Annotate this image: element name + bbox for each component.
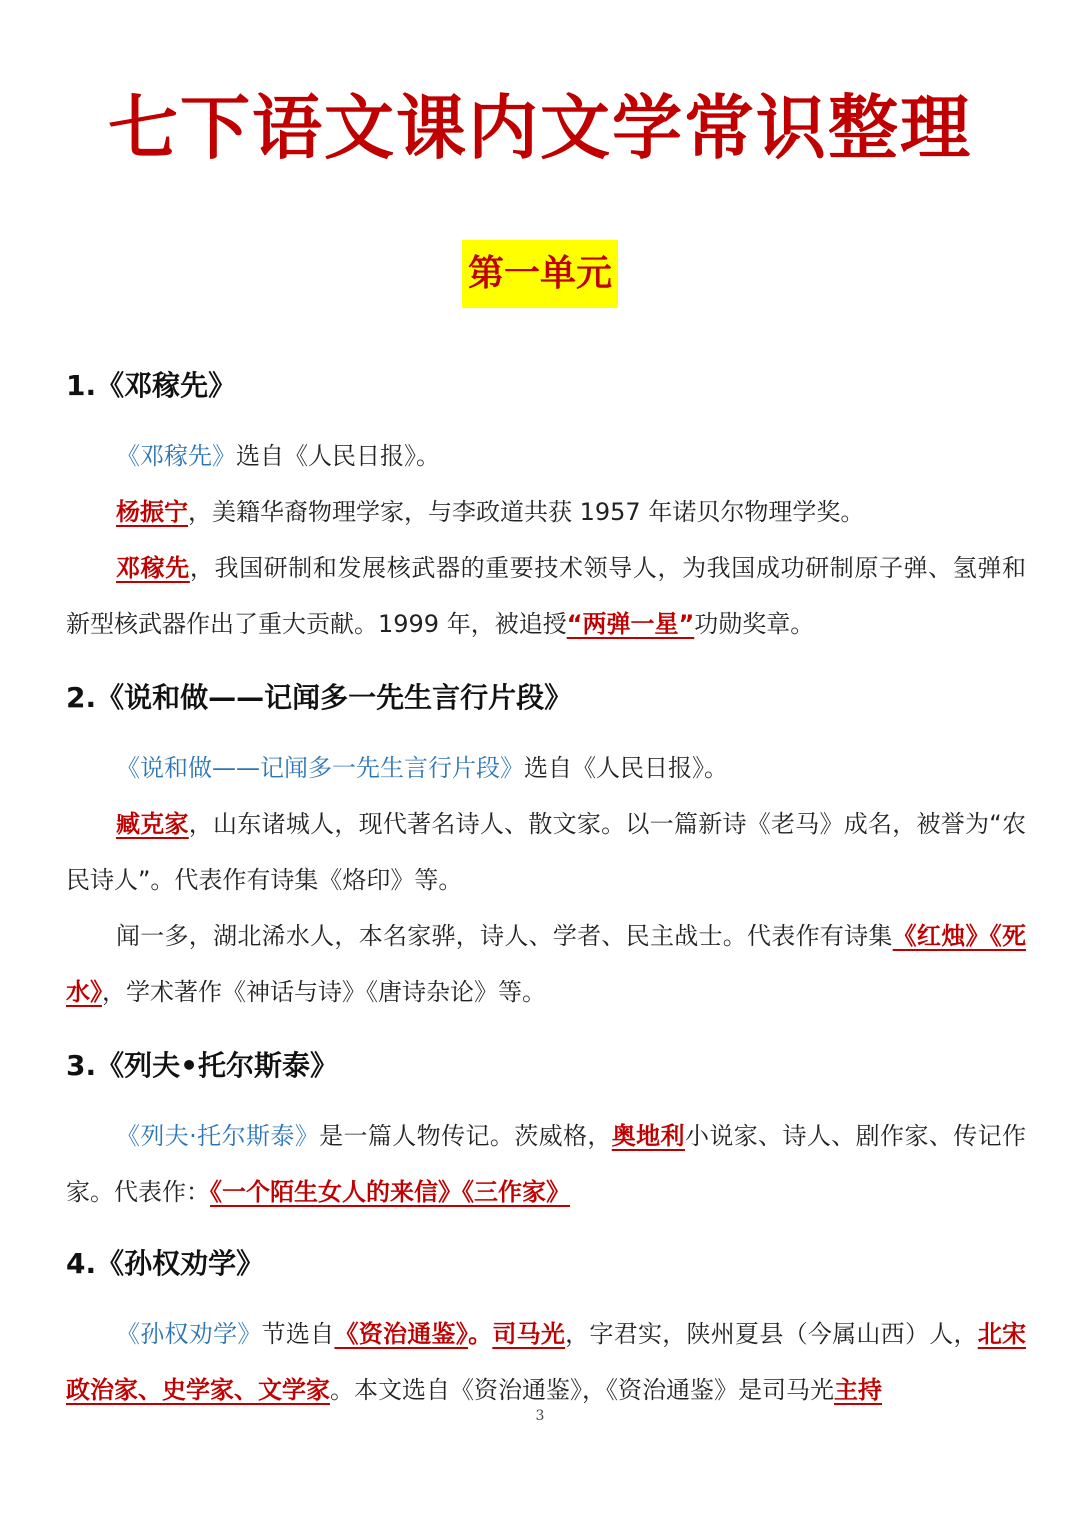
source-title: 《列夫·托尔斯泰》 [116, 1122, 320, 1150]
text: 选自《人民日报》。 [236, 442, 440, 470]
text: 。 [468, 1320, 493, 1348]
key-term: 《资治通鉴》 [334, 1320, 469, 1348]
paragraph [66, 428, 1026, 484]
text: ，山东诸城人，现代著名诗人、散文家。以一篇新诗《老马》成名，被誉为“农民诗人”。代表作有诗集《烙印》等。 [66, 810, 1026, 894]
text: 选自《人民日报》。 [524, 754, 728, 782]
source-title: 《说和做——记闻多一先生言行片段》 [116, 754, 524, 782]
source-title: 《孙权劝学》 [116, 1320, 262, 1348]
paragraph [66, 1108, 1026, 1220]
section-heading: 3.《列夫•托尔斯泰》 [66, 1049, 339, 1082]
key-term: 《一个陌生女人的来信》《三作家》 [210, 1178, 570, 1206]
text: 闻一多，湖北浠水人，本名家骅，诗人、学者、民主战士。代表作有诗集 [116, 922, 893, 950]
section-4 [66, 1244, 1026, 1418]
unit-heading: 第一单元 [462, 240, 618, 308]
section-3 [66, 1046, 1026, 1220]
paragraph [66, 484, 1026, 540]
text: 节选自 [261, 1320, 335, 1348]
key-term: 司马光 [492, 1320, 566, 1348]
text: 是一篇人物传记。茨威格， [319, 1122, 612, 1150]
page-number: 3 [535, 1408, 545, 1424]
text: ，美籍华裔物理学家，与李政道共获 1957 年诺贝尔物理学奖。 [188, 498, 865, 526]
key-term: 邓稼先 [116, 554, 190, 582]
key-term: 奥地利 [611, 1122, 685, 1150]
section-2 [66, 678, 1026, 1020]
unit-heading-wrap [0, 240, 1080, 308]
key-term: “两弹一星” [566, 610, 695, 638]
section-heading: 4.《孙权劝学》 [66, 1247, 265, 1280]
text: ，学术著作《神话与诗》《唐诗杂论》等。 [102, 978, 546, 1006]
paragraph [66, 908, 1026, 1020]
section-heading: 2.《说和做——记闻多一先生言行片段》 [66, 681, 573, 714]
source-title: 《邓稼先》 [116, 442, 236, 470]
page-title: 七下语文课内文学常识整理 [108, 87, 972, 169]
text: 小说家、诗人、剧作家、传记作家。代表作： [66, 1122, 1026, 1206]
section-1 [66, 366, 1026, 652]
key-term: 臧克家 [116, 810, 189, 838]
text: 功勋奖章。 [694, 610, 815, 638]
key-term: 杨振宁 [116, 498, 188, 526]
text: 。本文选自《资治通鉴》，《资治通鉴》是司马光 [330, 1376, 834, 1404]
key-term: 《红烛》《死水》 [66, 922, 1027, 1006]
paragraph [66, 796, 1026, 908]
key-term: 主持 [834, 1376, 882, 1404]
key-term: 北宋政治家、史学家、文学家 [66, 1320, 1027, 1404]
paragraph [66, 540, 1026, 652]
paragraph [66, 1306, 1026, 1418]
section-heading: 1.《邓稼先》 [66, 369, 237, 402]
paragraph [66, 740, 1026, 796]
text: ，我国研制和发展核武器的重要技术领导人，为我国成功研制原子弹、氢弹和新型核武器作出了重大贡献。1999 年，被追授 [66, 554, 1027, 638]
text: ，字君实，陕州夏县（今属山西）人， [565, 1320, 978, 1348]
